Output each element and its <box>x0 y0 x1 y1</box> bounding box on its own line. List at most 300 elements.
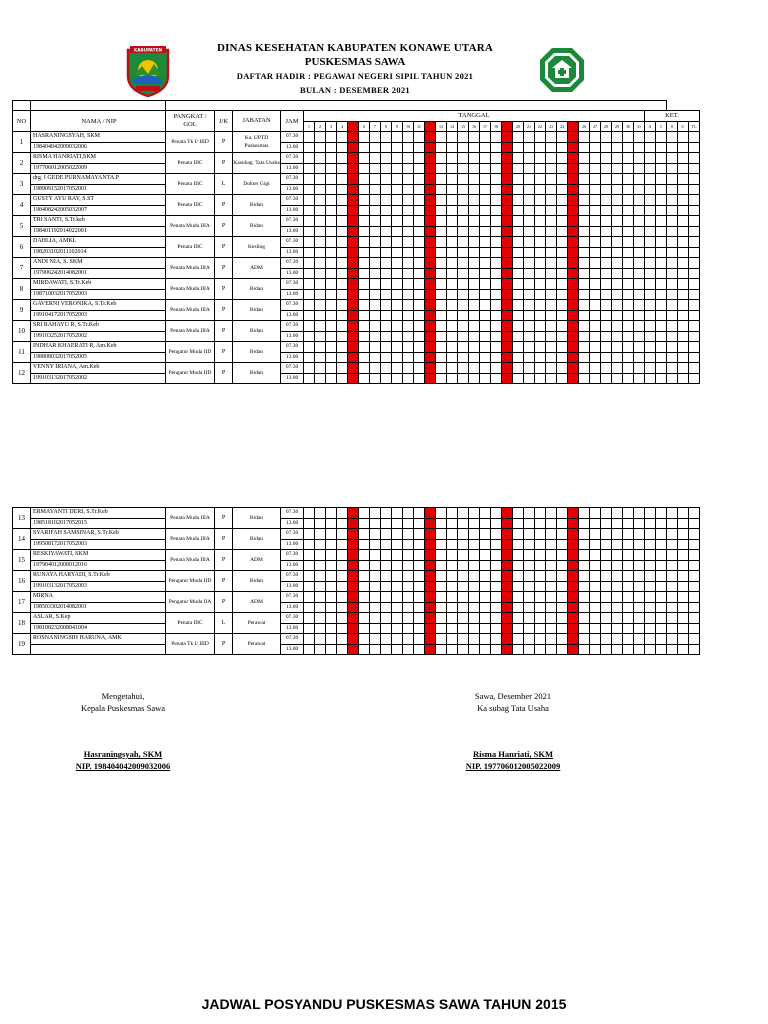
attendance-cell <box>414 195 425 206</box>
attendance-cell <box>392 268 403 279</box>
attendance-cell <box>392 550 403 561</box>
attendance-cell <box>304 508 315 519</box>
header-jam: JAM <box>281 111 304 132</box>
employee-jk: P <box>215 132 233 153</box>
attendance-cell <box>425 321 436 332</box>
attendance-cell <box>436 279 447 290</box>
attendance-cell <box>337 268 348 279</box>
attendance-cell <box>557 352 568 363</box>
employee-row-lower <box>13 163 700 174</box>
attendance-cell <box>634 634 645 645</box>
attendance-cell <box>491 279 502 290</box>
attendance-cell <box>579 581 590 592</box>
attendance-cell <box>370 331 381 342</box>
attendance-cell <box>568 644 579 655</box>
attendance-cell <box>557 613 568 624</box>
attendance-cell <box>414 342 425 353</box>
ket-cell <box>689 352 700 363</box>
attendance-cell <box>425 373 436 384</box>
attendance-cell <box>480 363 491 374</box>
attendance-cell <box>546 142 557 153</box>
attendance-cell <box>370 342 381 353</box>
attendance-cell <box>425 539 436 550</box>
attendance-cell <box>546 634 557 645</box>
attendance-cell <box>634 644 645 655</box>
employee-nip: 199103252017052002 <box>31 331 166 342</box>
ket-cell <box>645 289 656 300</box>
attendance-cell <box>403 518 414 529</box>
attendance-cell <box>348 560 359 571</box>
ket-cell <box>645 560 656 571</box>
attendance-cell <box>458 592 469 603</box>
attendance-cell <box>524 613 535 624</box>
attendance-cell <box>403 268 414 279</box>
attendance-cell <box>612 184 623 195</box>
attendance-cell <box>612 571 623 582</box>
employee-row-lower <box>13 644 700 655</box>
attendance-cell <box>370 195 381 206</box>
attendance-cell <box>348 550 359 561</box>
attendance-cell <box>447 623 458 634</box>
attendance-cell <box>315 247 326 258</box>
attendance-cell <box>601 560 612 571</box>
employee-row <box>13 258 700 269</box>
attendance-cell <box>414 184 425 195</box>
attendance-cell <box>557 268 568 279</box>
attendance-cell <box>337 310 348 321</box>
attendance-cell <box>337 142 348 153</box>
attendance-cell <box>546 560 557 571</box>
ket-cell <box>656 352 667 363</box>
employee-nip: 197906242014082001 <box>31 268 166 279</box>
time-in: 07.30 <box>281 508 304 519</box>
attendance-cell <box>348 216 359 227</box>
employee-name: GUSTY AYU RAY, S.ST <box>31 195 166 206</box>
attendance-cell <box>458 623 469 634</box>
attendance-cell <box>612 321 623 332</box>
attendance-cell <box>414 508 425 519</box>
attendance-cell <box>546 247 557 258</box>
attendance-cell <box>546 571 557 582</box>
attendance-cell <box>491 363 502 374</box>
ket-cell <box>645 163 656 174</box>
attendance-cell <box>579 529 590 540</box>
attendance-cell <box>469 289 480 300</box>
employee-jabatan: ADM <box>233 258 281 279</box>
attendance-cell <box>480 644 491 655</box>
attendance-cell <box>469 352 480 363</box>
attendance-cell <box>524 300 535 311</box>
ket-cell <box>667 352 678 363</box>
attendance-cell <box>634 174 645 185</box>
attendance-cell <box>326 363 337 374</box>
ket-cell <box>667 279 678 290</box>
attendance-cell <box>579 142 590 153</box>
attendance-cell <box>326 237 337 248</box>
attendance-cell <box>414 634 425 645</box>
attendance-cell <box>524 226 535 237</box>
attendance-cell <box>359 216 370 227</box>
attendance-cell <box>634 153 645 164</box>
employee-nip: 198404042009032006 <box>31 142 166 153</box>
employee-row-lower <box>13 184 700 195</box>
employee-jk: P <box>215 342 233 363</box>
attendance-cell <box>524 352 535 363</box>
employee-nip: 199103132017052002 <box>31 373 166 384</box>
attendance-cell <box>337 352 348 363</box>
attendance-cell <box>623 153 634 164</box>
attendance-cell <box>359 602 370 613</box>
attendance-cell <box>458 226 469 237</box>
attendance-cell <box>524 132 535 143</box>
attendance-cell <box>480 321 491 332</box>
attendance-cell <box>447 342 458 353</box>
attendance-cell <box>381 352 392 363</box>
ket-cell <box>645 258 656 269</box>
ket-cell <box>656 195 667 206</box>
attendance-cell <box>425 289 436 300</box>
time-in: 07.30 <box>281 258 304 269</box>
attendance-cell <box>348 352 359 363</box>
attendance-cell <box>480 247 491 258</box>
attendance-cell <box>612 623 623 634</box>
time-in: 07.30 <box>281 132 304 143</box>
time-out: 13.00 <box>281 289 304 300</box>
attendance-cell <box>447 184 458 195</box>
attendance-cell <box>612 142 623 153</box>
attendance-cell <box>513 216 524 227</box>
attendance-cell <box>623 352 634 363</box>
attendance-cell <box>315 592 326 603</box>
attendance-cell <box>370 310 381 321</box>
attendance-cell <box>491 529 502 540</box>
attendance-cell <box>634 289 645 300</box>
attendance-cell <box>579 644 590 655</box>
attendance-cell <box>524 581 535 592</box>
attendance-cell <box>579 237 590 248</box>
attendance-cell <box>524 363 535 374</box>
attendance-cell <box>623 195 634 206</box>
attendance-cell <box>381 518 392 529</box>
attendance-cell <box>634 342 645 353</box>
attendance-cell <box>436 163 447 174</box>
attendance-cell <box>392 132 403 143</box>
attendance-cell <box>491 644 502 655</box>
employee-jk: L <box>215 174 233 195</box>
attendance-cell <box>502 247 513 258</box>
ket-cell <box>656 247 667 258</box>
attendance-cell <box>623 163 634 174</box>
attendance-cell <box>491 195 502 206</box>
attendance-cell <box>447 508 458 519</box>
attendance-cell <box>381 539 392 550</box>
attendance-cell <box>568 550 579 561</box>
employee-row <box>13 571 700 582</box>
attendance-cell <box>557 310 568 321</box>
attendance-cell <box>535 623 546 634</box>
sig-left-line2: Kepala Puskesmas Sawa <box>80 703 166 713</box>
attendance-cell <box>623 342 634 353</box>
employee-pangkat: Pengatur Muda IID <box>166 342 215 363</box>
ket-cell <box>689 571 700 582</box>
attendance-cell <box>436 300 447 311</box>
attendance-cell <box>392 142 403 153</box>
day-number: 17 <box>480 121 491 132</box>
attendance-cell <box>458 184 469 195</box>
attendance-cell <box>337 613 348 624</box>
attendance-cell <box>326 163 337 174</box>
attendance-cell <box>403 226 414 237</box>
attendance-cell <box>326 634 337 645</box>
attendance-cell <box>447 279 458 290</box>
employee-name: DAHLIA, AMKL <box>31 237 166 248</box>
attendance-cell <box>524 321 535 332</box>
attendance-cell <box>579 321 590 332</box>
attendance-cell <box>612 205 623 216</box>
attendance-cell <box>337 226 348 237</box>
attendance-cell <box>348 539 359 550</box>
ket-cell <box>667 644 678 655</box>
attendance-cell <box>535 321 546 332</box>
attendance-cell <box>557 331 568 342</box>
attendance-cell <box>458 602 469 613</box>
employee-nip: 198909152017052001 <box>31 184 166 195</box>
attendance-cell <box>480 539 491 550</box>
attendance-cell <box>491 268 502 279</box>
attendance-body-2 <box>13 508 700 655</box>
ket-col-label: A <box>645 121 656 132</box>
attendance-cell <box>359 279 370 290</box>
ket-col-label: I <box>656 121 667 132</box>
attendance-cell <box>579 571 590 582</box>
attendance-cell <box>557 508 568 519</box>
attendance-cell <box>546 529 557 540</box>
attendance-cell <box>513 508 524 519</box>
attendance-cell <box>535 373 546 384</box>
ket-cell <box>689 216 700 227</box>
attendance-cell <box>502 279 513 290</box>
time-in: 07.30 <box>281 174 304 185</box>
ket-cell <box>678 539 689 550</box>
ket-cell <box>656 550 667 561</box>
attendance-cell <box>315 142 326 153</box>
attendance-cell <box>392 310 403 321</box>
attendance-cell <box>315 373 326 384</box>
attendance-cell <box>491 592 502 603</box>
ket-cell <box>667 174 678 185</box>
attendance-cell <box>590 310 601 321</box>
employee-row <box>13 300 700 311</box>
attendance-cell <box>436 195 447 206</box>
employee-nip: 198518102017052015 <box>31 518 166 529</box>
attendance-cell <box>612 634 623 645</box>
attendance-cell <box>568 571 579 582</box>
attendance-cell <box>425 342 436 353</box>
attendance-cell <box>546 518 557 529</box>
attendance-cell <box>436 571 447 582</box>
attendance-cell <box>568 623 579 634</box>
attendance-cell <box>326 132 337 143</box>
attendance-cell <box>414 226 425 237</box>
ket-cell <box>645 142 656 153</box>
attendance-cell <box>359 550 370 561</box>
employee-pangkat: Penata Muda IIIA <box>166 550 215 571</box>
ket-cell <box>656 310 667 321</box>
attendance-cell <box>557 518 568 529</box>
employee-name: SYARIFAH SAMSINAR, S.Tr.Keb <box>31 529 166 540</box>
attendance-cell <box>502 623 513 634</box>
attendance-cell <box>392 623 403 634</box>
attendance-cell <box>568 247 579 258</box>
attendance-cell <box>359 226 370 237</box>
attendance-cell <box>469 508 480 519</box>
attendance-cell <box>590 153 601 164</box>
attendance-cell <box>535 310 546 321</box>
employee-row-lower <box>13 247 700 258</box>
attendance-cell <box>381 279 392 290</box>
attendance-cell <box>381 163 392 174</box>
attendance-cell <box>513 184 524 195</box>
ket-cell <box>678 571 689 582</box>
attendance-cell <box>381 613 392 624</box>
attendance-cell <box>601 216 612 227</box>
ket-cell <box>667 142 678 153</box>
attendance-cell <box>579 195 590 206</box>
attendance-table-1 <box>12 100 700 384</box>
attendance-cell <box>458 634 469 645</box>
employee-row <box>13 153 700 164</box>
attendance-cell <box>579 602 590 613</box>
ket-cell <box>656 279 667 290</box>
attendance-cell <box>337 581 348 592</box>
employee-nip: 198710032017052003 <box>31 289 166 300</box>
attendance-cell <box>557 247 568 258</box>
ket-cell <box>656 289 667 300</box>
attendance-cell <box>491 174 502 185</box>
attendance-cell <box>612 216 623 227</box>
attendance-cell <box>623 560 634 571</box>
time-out: 13.00 <box>281 310 304 321</box>
attendance-cell <box>568 602 579 613</box>
attendance-cell <box>491 560 502 571</box>
attendance-cell <box>601 174 612 185</box>
attendance-cell <box>579 363 590 374</box>
employee-nip: 197706012005022009 <box>31 163 166 174</box>
attendance-cell <box>546 623 557 634</box>
attendance-cell <box>381 174 392 185</box>
attendance-cell <box>612 539 623 550</box>
attendance-cell <box>502 226 513 237</box>
attendance-cell <box>524 258 535 269</box>
attendance-cell <box>315 279 326 290</box>
attendance-cell <box>557 539 568 550</box>
employee-jk: P <box>215 592 233 613</box>
attendance-cell <box>337 644 348 655</box>
attendance-cell <box>535 518 546 529</box>
attendance-cell <box>513 237 524 248</box>
attendance-cell <box>502 321 513 332</box>
blank-header <box>166 101 667 111</box>
attendance-cell <box>326 258 337 269</box>
attendance-cell <box>524 205 535 216</box>
attendance-cell <box>568 226 579 237</box>
employee-no: 5 <box>13 216 31 237</box>
attendance-cell <box>381 153 392 164</box>
attendance-cell <box>403 352 414 363</box>
attendance-cell <box>337 258 348 269</box>
attendance-cell <box>502 560 513 571</box>
attendance-cell <box>414 352 425 363</box>
day-number: 11 <box>414 121 425 132</box>
attendance-cell <box>469 623 480 634</box>
attendance-cell <box>414 373 425 384</box>
employee-no: 8 <box>13 279 31 300</box>
attendance-cell <box>601 613 612 624</box>
attendance-cell <box>557 300 568 311</box>
attendance-cell <box>601 279 612 290</box>
attendance-cell <box>623 602 634 613</box>
ket-cell <box>689 539 700 550</box>
attendance-cell <box>381 300 392 311</box>
attendance-cell <box>546 331 557 342</box>
attendance-cell <box>557 592 568 603</box>
attendance-cell <box>590 623 601 634</box>
attendance-cell <box>546 508 557 519</box>
attendance-cell <box>458 142 469 153</box>
attendance-cell <box>612 644 623 655</box>
attendance-cell <box>557 623 568 634</box>
attendance-cell <box>557 153 568 164</box>
ket-cell <box>678 289 689 300</box>
attendance-cell <box>414 163 425 174</box>
employee-row <box>13 237 700 248</box>
ket-cell <box>689 247 700 258</box>
attendance-cell <box>480 373 491 384</box>
attendance-cell <box>524 142 535 153</box>
attendance-cell <box>480 310 491 321</box>
attendance-cell <box>568 184 579 195</box>
attendance-cell <box>381 237 392 248</box>
attendance-cell <box>381 508 392 519</box>
attendance-cell <box>447 174 458 185</box>
attendance-cell <box>359 205 370 216</box>
attendance-cell <box>535 602 546 613</box>
attendance-cell <box>337 571 348 582</box>
attendance-cell <box>458 216 469 227</box>
ket-cell <box>656 613 667 624</box>
attendance-cell <box>447 226 458 237</box>
employee-name: INDHAR KHAERATI R, Am.Keb <box>31 342 166 353</box>
attendance-cell <box>480 508 491 519</box>
attendance-cell <box>557 237 568 248</box>
time-in: 07.30 <box>281 153 304 164</box>
attendance-cell <box>381 363 392 374</box>
attendance-cell <box>392 342 403 353</box>
attendance-cell <box>513 581 524 592</box>
attendance-cell <box>601 508 612 519</box>
ket-cell <box>689 321 700 332</box>
attendance-cell <box>513 195 524 206</box>
ket-cell <box>656 571 667 582</box>
attendance-cell <box>359 321 370 332</box>
attendance-cell <box>579 560 590 571</box>
attendance-cell <box>568 174 579 185</box>
attendance-cell <box>546 613 557 624</box>
ket-cell <box>667 529 678 540</box>
ket-cell <box>689 373 700 384</box>
attendance-cell <box>469 592 480 603</box>
attendance-cell <box>568 195 579 206</box>
